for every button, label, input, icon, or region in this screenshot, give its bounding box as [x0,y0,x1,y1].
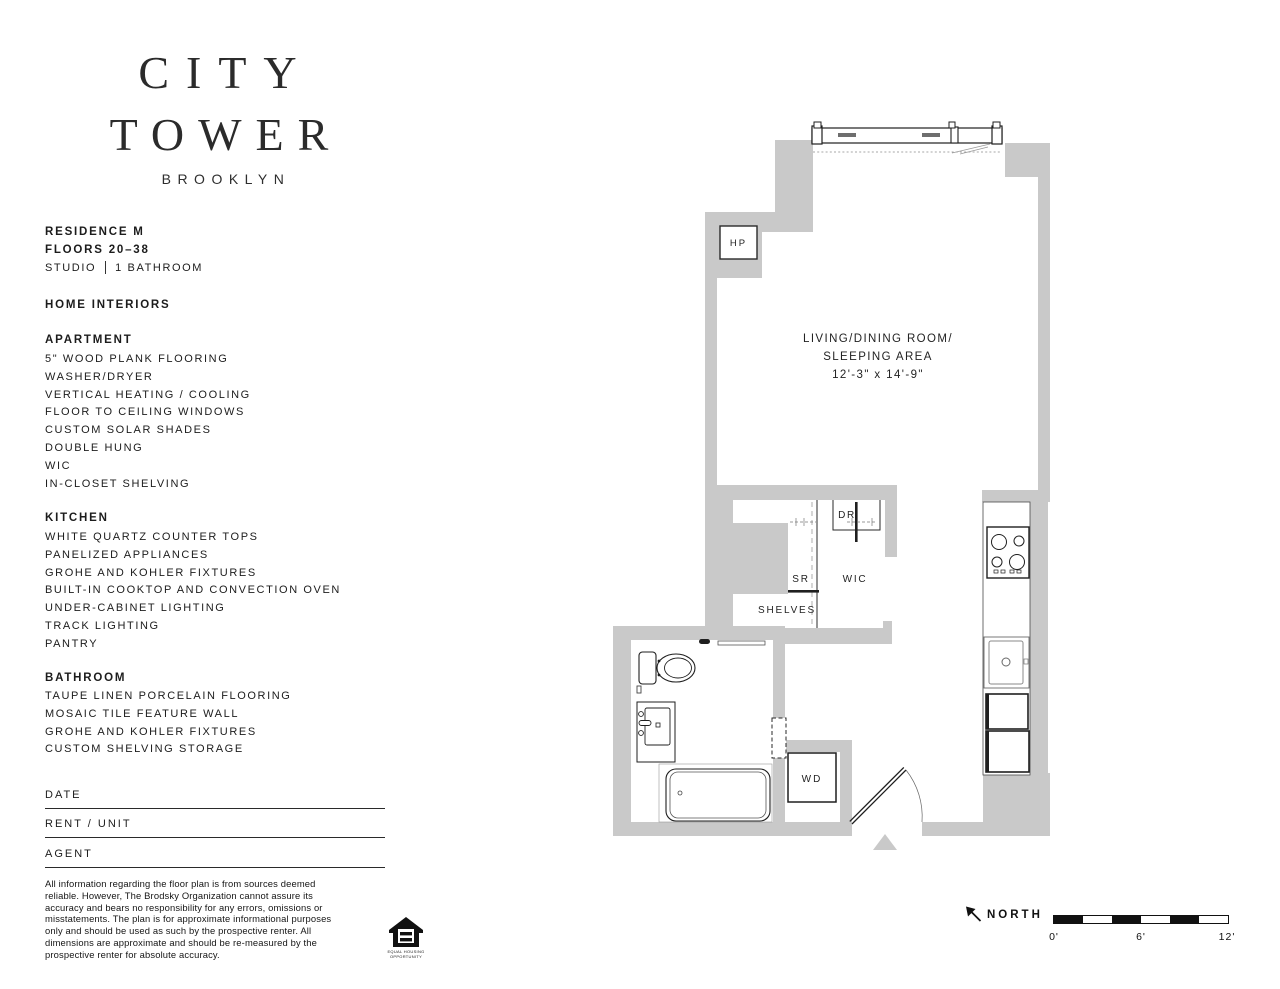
scale-tick-6: 6' [1136,931,1146,943]
window-assembly [812,122,1002,154]
list-item: GROHE AND KOHLER FIXTURES [45,566,257,579]
eho-line2: OPPORTUNITY [389,954,423,959]
refrigerator-icon [986,731,1029,772]
towel-bar [718,641,765,645]
agent-field: AGENT [45,848,385,868]
apartment-list [45,351,251,493]
svg-text:SLEEPING AREA: SLEEPING AREA [823,351,933,363]
list-item: WIC [45,459,72,472]
dr-label: DR [838,510,856,521]
wd-label: WD [801,774,823,785]
kitchen-list [45,529,341,654]
list-item: CUSTOM SHELVING STORAGE [45,743,244,756]
list-item: WHITE QUARTZ COUNTER TOPS [45,531,259,543]
bathroom-heading: BATHROOM [45,672,127,684]
floorplan-drawing [600,118,1060,863]
brand-line-tower: TOWER [109,109,343,160]
shelves-label: SHELVES [758,605,816,616]
list-item: DOUBLE HUNG [45,441,144,454]
residence-title: RESIDENCE M [45,226,145,238]
door-swing-arc [906,770,922,822]
list-item: UNDER-CABINET LIGHTING [45,602,226,615]
heat-pump-box [720,226,757,259]
list-item: PANELIZED APPLIANCES [45,548,209,561]
home-interiors-heading: HOME INTERIORS [45,299,171,311]
wic-label: WIC [842,574,868,585]
window-vent-line [952,144,990,154]
list-item: MOSAIC TILE FEATURE WALL [45,707,240,720]
washer-dryer-box [788,753,836,802]
room-dimensions: 12'-3" x 14'-9" [832,369,924,381]
bathroom-list [45,688,291,759]
brand-line-city: CITY [138,47,314,98]
brand-location: BROOKLYN [161,171,291,187]
scale-bar [1053,915,1229,924]
list-item: PANTRY [45,637,99,650]
layout-type: STUDIO [45,261,97,274]
list-item: TAUPE LINEN PORCELAIN FLOORING [45,690,292,702]
list-item: IN-CLOSET SHELVING [45,477,191,490]
scale-tick-0: 0' [1049,931,1059,943]
rent-unit-field: RENT / UNIT [45,818,385,838]
entry-door [850,767,922,824]
list-item: CUSTOM SOLAR SHADES [45,424,212,437]
door-leaf [850,767,906,824]
north-label: NORTH [987,909,1043,921]
list-item: TRACK LIGHTING [45,619,160,632]
apartment-heading: APARTMENT [45,334,133,346]
tub-spout-icon [699,639,710,644]
list-item: 5" WOOD PLANK FLOORING [45,353,229,365]
svg-text:LIVING/DINING ROOM/: LIVING/DINING ROOM/ [803,333,953,345]
dishwasher-icon [986,694,1028,729]
hp-label: HP [729,238,748,249]
residence-floors: FLOORS 20–38 [45,244,150,256]
shelves-line [788,590,819,593]
cooktop-icon [987,527,1029,578]
kitchen-area [983,502,1030,775]
tp-holder [637,686,641,693]
eho-line1: EQUAL HOUSING [387,949,425,954]
residence-layout [45,261,203,274]
list-item: BUILT-IN COOKTOP AND CONVECTION OVEN [45,584,341,597]
entry-marker-triangle [873,834,897,850]
list-item: GROHE AND KOHLER FIXTURES [45,725,257,738]
vanity-sink-icon [637,702,675,762]
scale-tick-12: 12' [1218,931,1236,943]
bathtub-icon [659,764,772,822]
sr-label: SR [792,574,810,585]
pocket-door [772,718,786,758]
date-field: DATE [45,789,385,809]
list-item: WASHER/DRYER [45,370,154,383]
equal-housing-icon [387,916,425,960]
toilet-icon [639,652,695,684]
disclaimer-text: All information regarding the floor plan is from sources deemed reliable. However, The Brodsky Organization cannot assure its accuracy and bears no responsibility for any errors, omissions or misstatements. The plan is for approximate informational purposes only and should be used as such by the prospective renter. All dimensions are approximate and should be re-measured by the prospective renter for absolute accuracy. [45,878,332,960]
list-item: FLOOR TO CEILING WINDOWS [45,406,245,419]
kitchen-sink-icon [984,637,1029,688]
divider [105,261,106,274]
kitchen-heading: KITCHEN [45,512,109,524]
bathroom-area [637,639,786,822]
room-label [803,333,953,381]
list-item: VERTICAL HEATING / COOLING [45,388,251,401]
bath-count: 1 BATHROOM [115,261,204,274]
north-arrow-icon [963,905,985,925]
